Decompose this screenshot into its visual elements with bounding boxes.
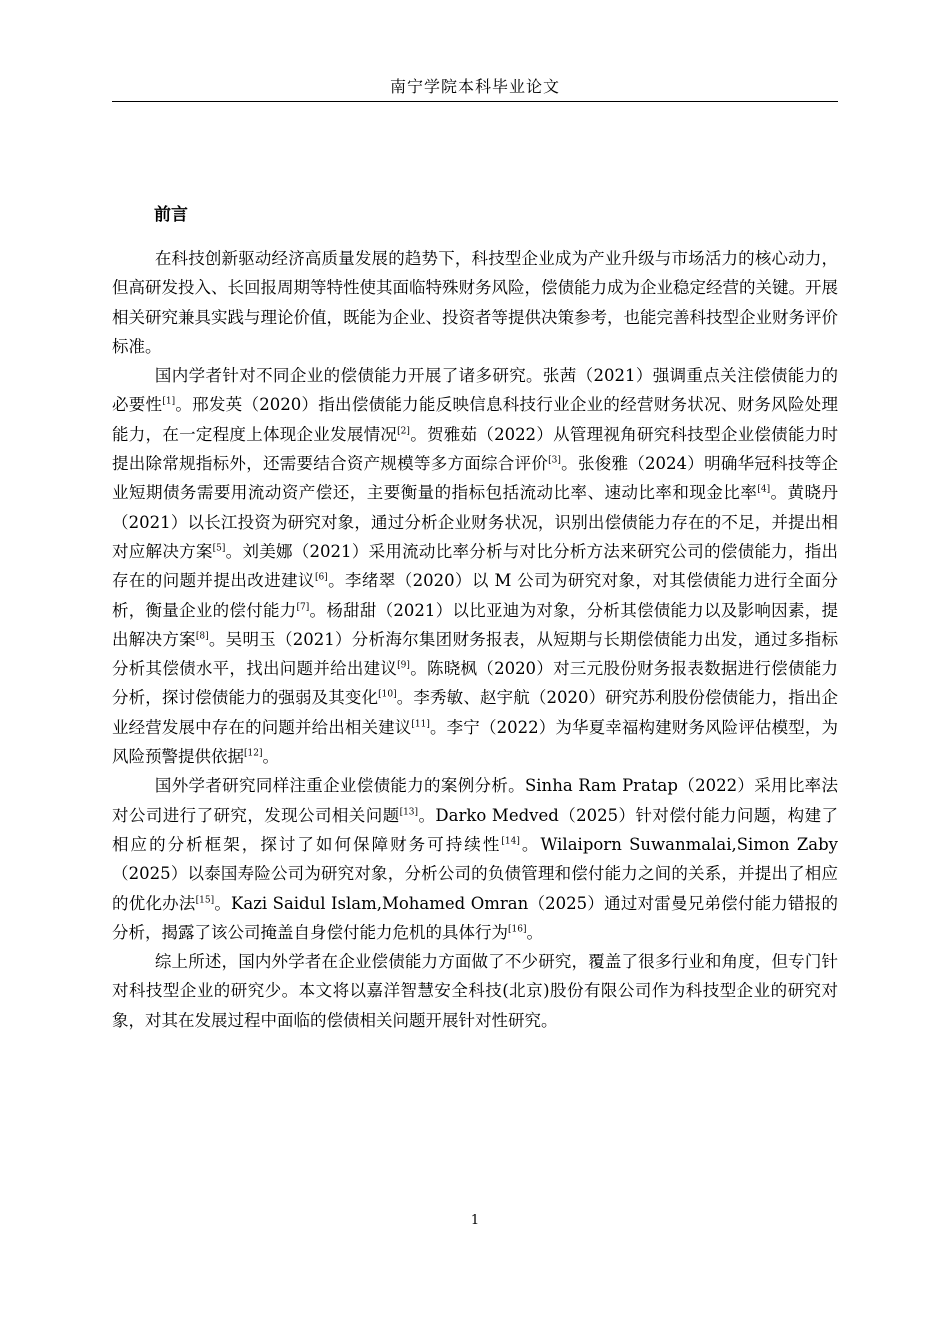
sentence: 。Darko Medved（2025）针对偿付能力问题，构建了相应的分析框架，探讨了如何保障财务可持续性 (112, 805, 839, 854)
paragraph-2 (112, 361, 838, 771)
sentence: 。邢发英（2020）指出偿债能力能反映信息科技行业企业的经营财务状况、财务风险处理能力，在一定程度上体现企业发展情况 (112, 395, 838, 444)
paragraph-4-text: 综上所述，国内外学者在企业偿债能力方面做了不少研究，覆盖了很多行业和角度，但专门针对科技型企业的研究少。本文将以嘉洋智慧安全科技(北京)股份有限公司作为科技型企业的研究对象，对其在发展过程中面临的偿债相关问题开展针对性研究。 (112, 952, 838, 1030)
sentence: 。 (526, 922, 543, 942)
sentence: 。李宁（2022）为华夏幸福构建财务风险评估模型，为风险预警提供依据 (112, 717, 838, 767)
sentence: 。张俊雅（2024）明确华冠科技等企业短期债务需要用流动资产偿还，主要衡量的指标包括流动比率、速动比率和现金比率 (112, 454, 838, 503)
sentence: 。吴明玉（2021）分析海尔集团财务报表，从短期与长期偿债能力出发，通过多指标分析其偿债水平，找出问题并给出建议 (112, 629, 838, 679)
citation-4: [4] (757, 484, 771, 495)
citation-11: [11] (411, 719, 430, 730)
citation-10: [10] (378, 689, 397, 700)
citation-3: [3] (548, 455, 561, 466)
sentence: 。陈晓枫（2020）对三元股份财务报表数据进行偿债能力分析，探讨偿债能力的强弱及其变化 (112, 659, 838, 708)
sentence: 。贺雅茹（2022）从管理视角研究科技型企业偿债能力时提出除常规指标外，还需要结合资产规模等多方面综合评价 (112, 424, 838, 474)
header-rule (112, 101, 838, 102)
citation-13: [13] (399, 807, 419, 818)
paragraph-4 (112, 947, 838, 1035)
citation-14: [14] (501, 836, 520, 847)
paragraph-1-text: 在科技创新驱动经济高质量发展的趋势下，科技型企业成为产业升级与市场活力的核心动力，但高研发投入、长回报周期等特性使其面临特殊财务风险，偿债能力成为企业稳定经营的关键。开展相关研究兼具实践与理论价值，既能为企业、投资者等提供决策参考，也能完善科技型企业财务评价标准。 (112, 249, 838, 356)
sentence: 国内学者针对不同企业的偿债能力开展了诸多研究。张茜（2021）强调重点关注偿债能力的必要性 (112, 366, 838, 415)
sentence: 。黄晓丹（2021）以长江投资为研究对象，通过分析企业财务状况，识别出偿债能力存在的不足，并提出相对应解决方案 (112, 483, 839, 561)
section-heading: 前言 (154, 205, 188, 225)
sentence: 。李绪翠（2020）以 M 公司为研究对象，对其偿债能力进行全面分析，衡量企业的偿付能力 (112, 571, 838, 620)
sentence: 。刘美娜（2021）采用流动比率分析与对比分析方法来研究公司的偿债能力，指出存在的问题并提出改进建议 (112, 541, 839, 591)
citation-7: [7] (296, 602, 310, 613)
body-text (112, 244, 838, 1035)
citation-9: [9] (397, 660, 410, 671)
sentence: 。 (262, 747, 279, 767)
citation-16: [16] (508, 924, 527, 935)
citation-6: [6] (314, 572, 328, 583)
citation-8: [8] (195, 631, 209, 642)
sentence: 。Kazi Saidul Islam,Mohamed Omran（2025）通过对雷曼兄弟偿付能力错报的分析，揭露了该公司掩盖自身偿付能力危机的具体行为 (112, 893, 838, 942)
page-number: 1 (470, 1213, 480, 1228)
sentence: 。李秀敏、赵宇航（2020）研究苏利股份偿债能力，指出企业经营发展中存在的问题并给出相关建议 (112, 688, 838, 737)
paragraph-1 (112, 244, 838, 361)
citation-15: [15] (195, 895, 215, 906)
citation-5: [5] (212, 543, 226, 554)
sentence: 。杨甜甜（2021）以比亚迪为对象，分析其偿债能力以及影响因素，提出解决方案 (112, 600, 839, 649)
sentence: 。Wilaiporn Suwanmalai,Simon Zaby（2025）以泰国寿险公司为研究对象，分析公司的负债管理和偿付能力之间的关系，并提出了相应的优化办法 (112, 834, 839, 913)
sentence: 国外学者研究同样注重企业偿债能力的案例分析。Sinha Ram Pratap（2022）采用比率法对公司进行了研究，发现公司相关问题 (112, 776, 838, 825)
running-header: 南宁学院本科毕业论文 (389, 77, 560, 96)
citation-12: [12] (244, 748, 263, 759)
citation-2: [2] (397, 426, 410, 437)
citation-1: [1] (162, 396, 176, 407)
paragraph-3 (112, 771, 838, 947)
